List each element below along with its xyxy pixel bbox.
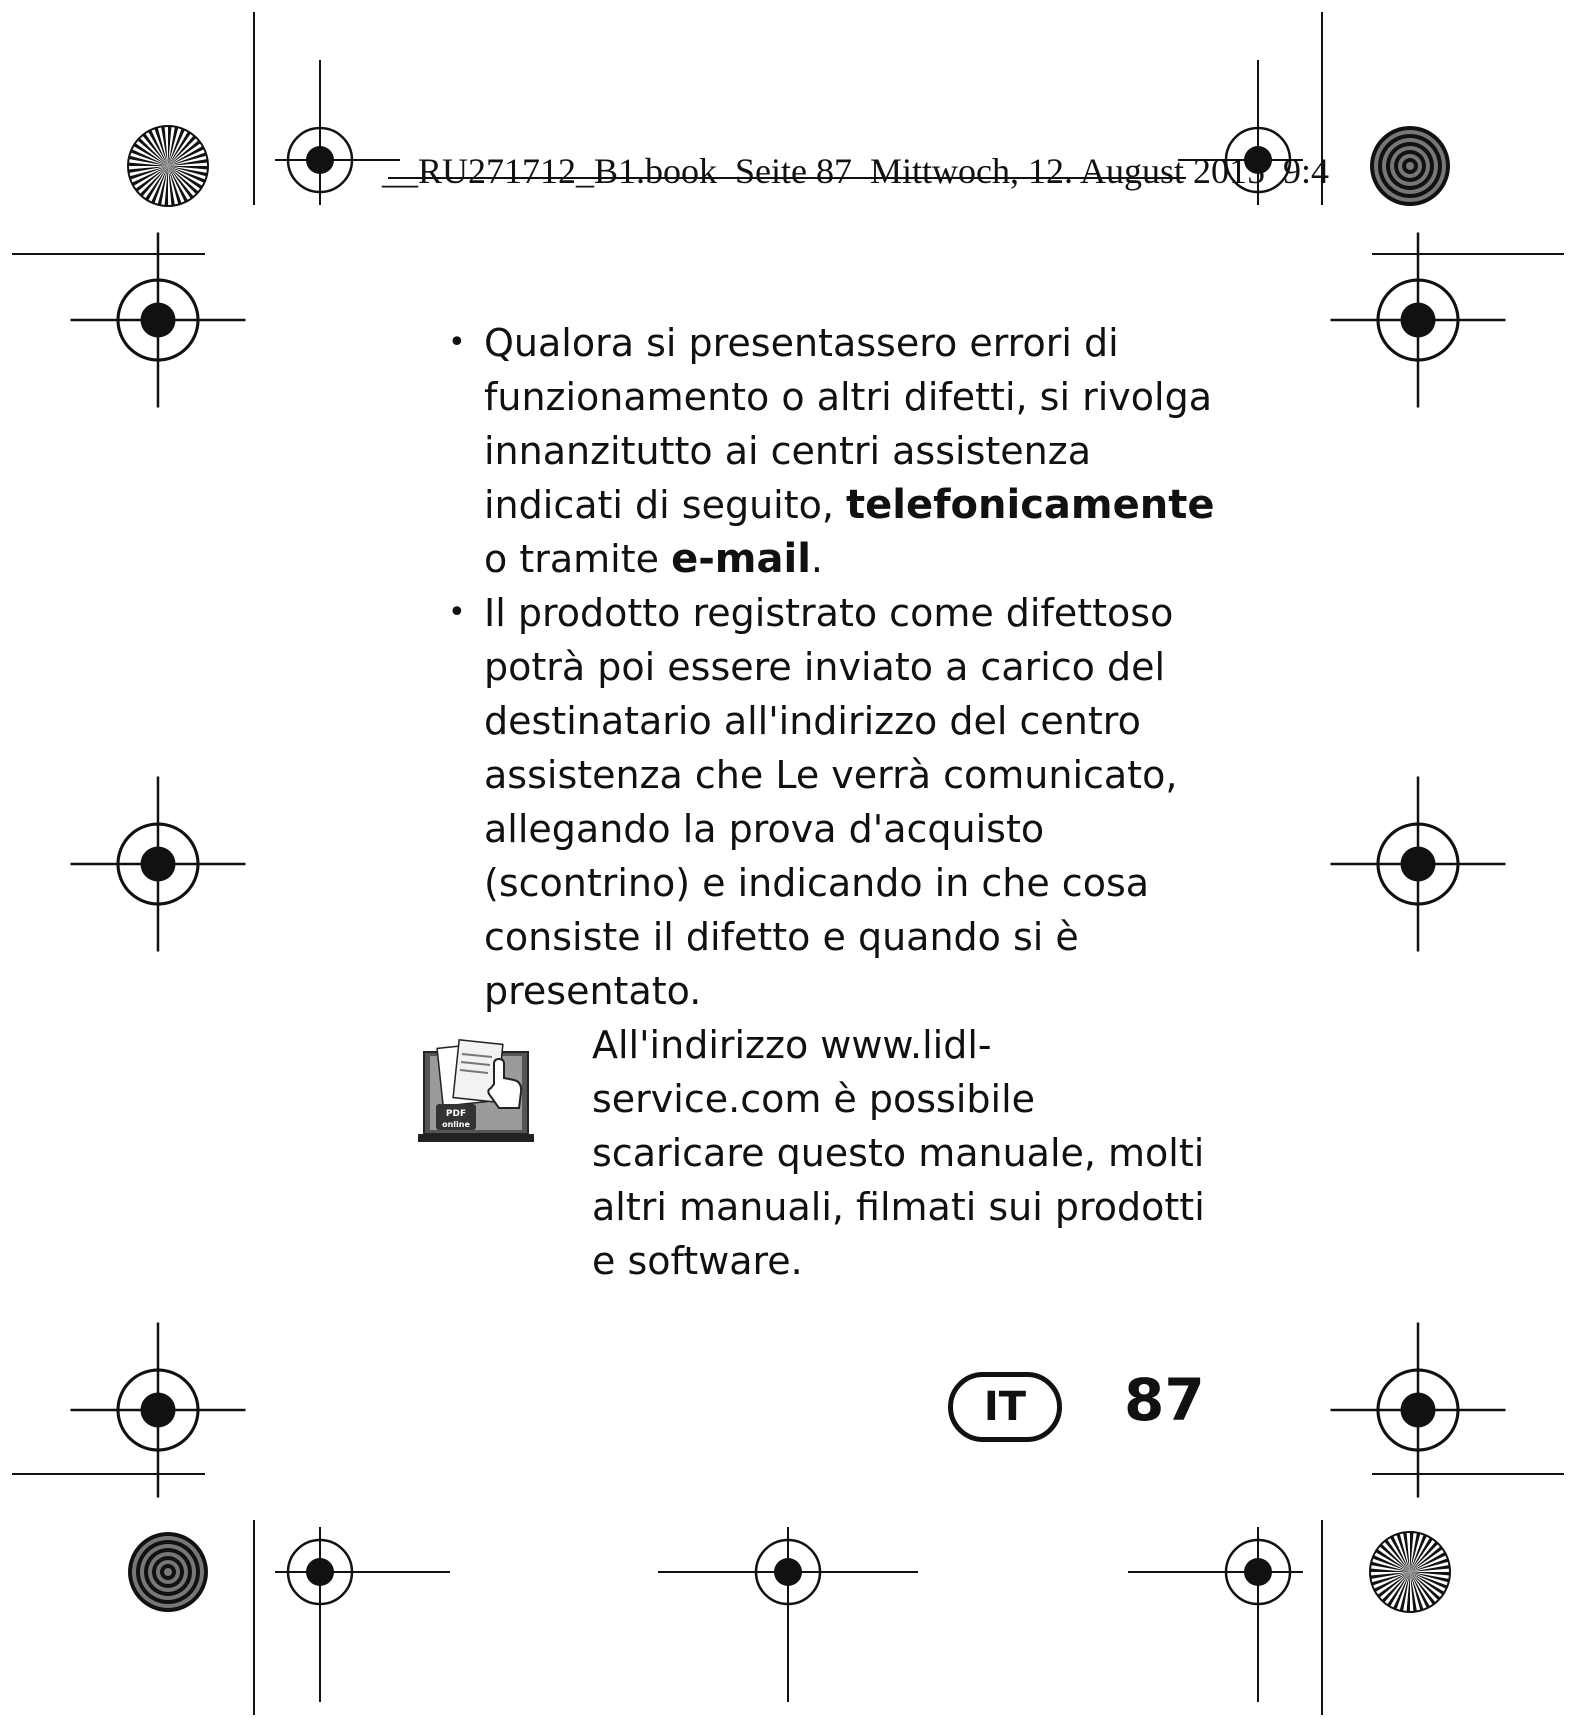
- language-badge: IT: [948, 1372, 1062, 1442]
- starburst-target-icon: [128, 126, 208, 206]
- list-item-text: .: [810, 537, 823, 581]
- registration-mark-icon: [71, 233, 246, 408]
- concentric-target-icon: [128, 1532, 208, 1612]
- emphasis-phone: telefonicamente: [846, 482, 1215, 528]
- bullet-icon: •: [448, 325, 466, 360]
- bullet-icon: •: [448, 595, 466, 630]
- starburst-target-icon: [1370, 1532, 1450, 1612]
- concentric-target-icon: [1370, 126, 1450, 206]
- registration-mark-icon: [658, 1527, 918, 1702]
- registration-mark-icon: [71, 777, 246, 952]
- registration-mark-icon: [1128, 1527, 1303, 1702]
- print-slug-header: __RU271712_B1.book Seite 87 Mittwoch, 12. August 2015 9:4: [382, 151, 1330, 191]
- registration-mark-icon: [1331, 233, 1506, 408]
- list-item: [404, 586, 1224, 1018]
- list-item-text: o tramite: [484, 537, 672, 581]
- list-item: [404, 316, 1224, 586]
- registration-mark-icon: [1331, 777, 1506, 952]
- pdf-notice-text: All'indirizzo www.lidl-service.com è possibile scaricare questo manuale, molti altri manuali, filmati sui prodotti e software.: [592, 1023, 1205, 1283]
- registration-mark-icon: [1331, 1323, 1506, 1498]
- svg-text:online: online: [442, 1120, 470, 1129]
- document-body: [404, 316, 1224, 1283]
- registration-mark-icon: [275, 1527, 450, 1702]
- pdf-online-notice: [404, 1018, 1224, 1283]
- pdf-online-icon: [416, 1038, 536, 1148]
- list-item-text: Qualora si presentassero errori di funzionamento o altri difetti, si rivolga innanzitutto ai centri assistenza indicati di seguito,: [484, 321, 1212, 527]
- emphasis-email: e-mail: [671, 536, 811, 582]
- registration-mark-icon: [71, 1323, 246, 1498]
- list-item-text: Il prodotto registrato come difettoso potrà poi essere inviato a carico del destinatario all'indirizzo del centro assistenza che Le verrà comunicato, allegando la prova d'acquisto (scontrino) e indicando in che cosa consiste il difetto e quando si è presentato.: [484, 591, 1178, 1013]
- page-number: 87: [1124, 1366, 1205, 1434]
- svg-text:PDF: PDF: [445, 1109, 467, 1119]
